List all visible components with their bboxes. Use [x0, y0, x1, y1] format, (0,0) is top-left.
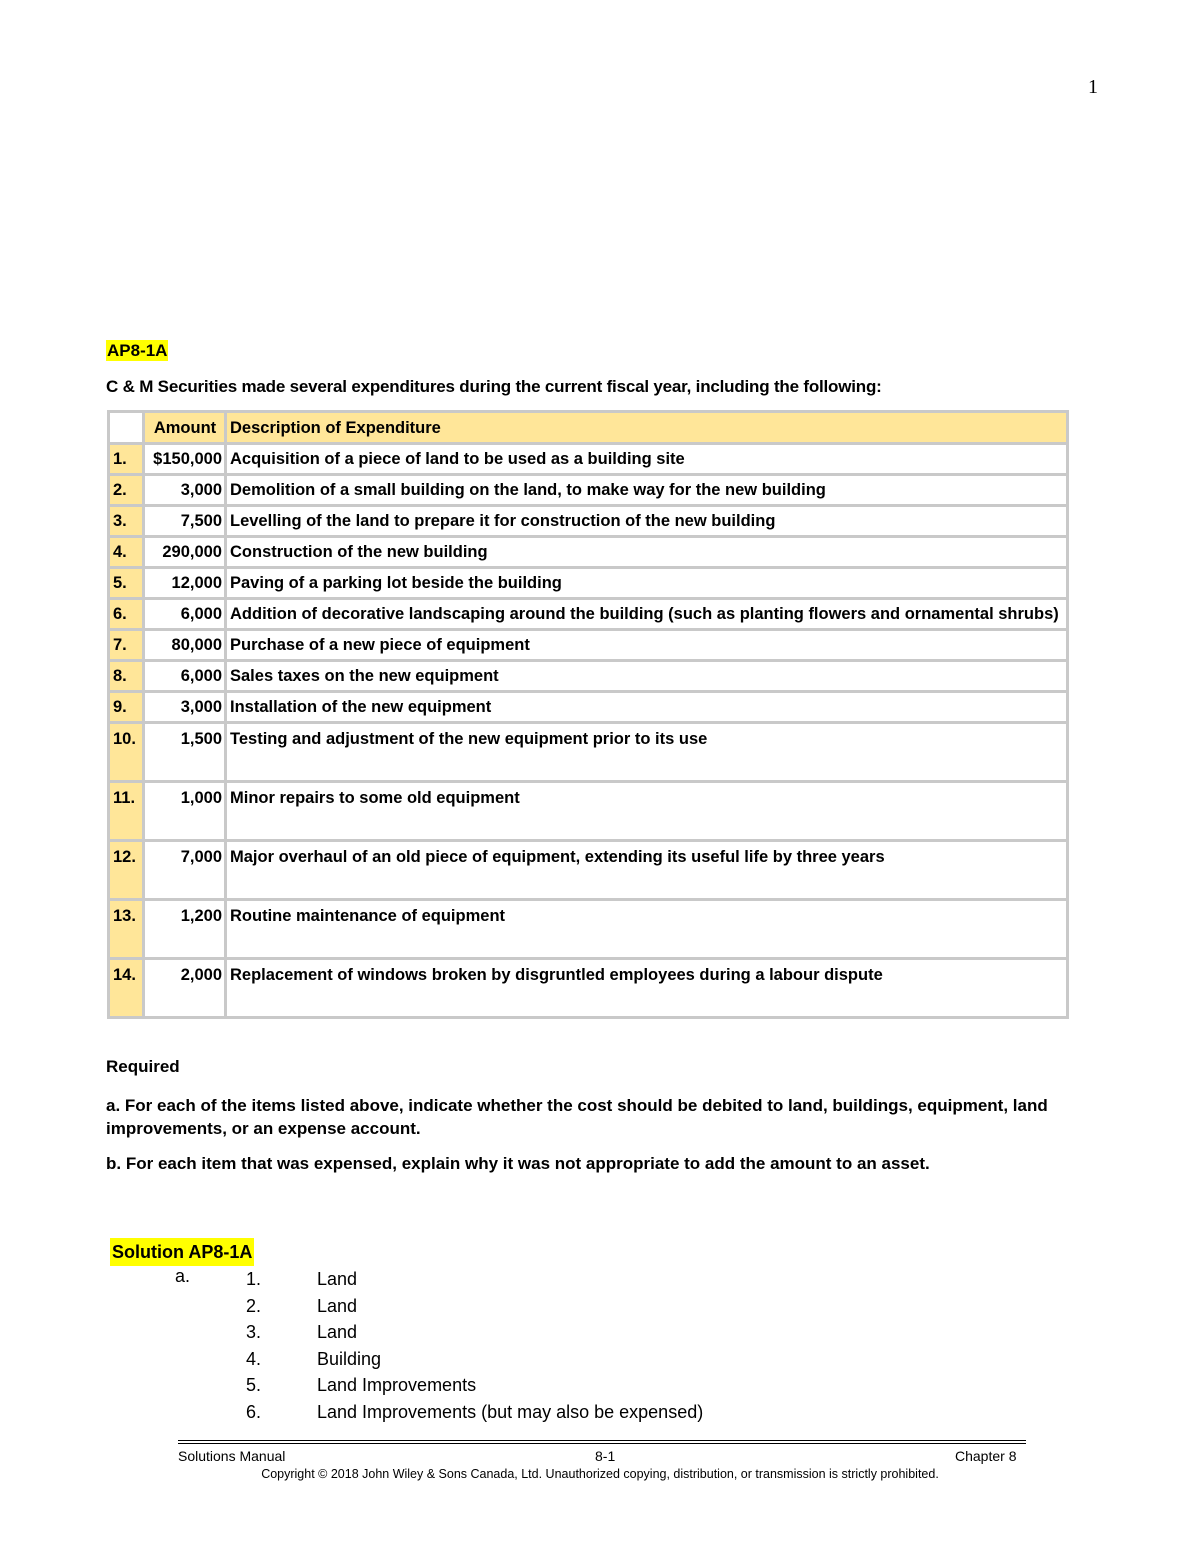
solution-item-number: 6. — [246, 1401, 262, 1422]
row-amount: 6,000 — [144, 599, 226, 630]
row-number: 10. — [109, 723, 144, 782]
row-number: 14. — [109, 959, 144, 1018]
solution-item-text: Land — [317, 1269, 358, 1289]
row-amount: 1,200 — [144, 900, 226, 959]
page-number: 1 — [1088, 76, 1098, 98]
row-description: Major overhaul of an old piece of equipment, extending its useful life by three years — [226, 841, 1068, 900]
solution-item-number: 3. — [246, 1322, 262, 1342]
row-description: Installation of the new equipment — [226, 692, 1068, 723]
row-amount: 7,500 — [144, 506, 226, 537]
solution-item-text: Land — [317, 1295, 358, 1316]
row-description: Construction of the new building — [226, 537, 1068, 568]
solution-item-text: Land Improvements (but may also be expensed) — [317, 1401, 704, 1422]
solution-title: Solution AP8-1A — [110, 1238, 254, 1266]
row-amount: 80,000 — [144, 630, 226, 661]
solution-item-number: 5. — [246, 1375, 262, 1395]
row-description: Routine maintenance of equipment — [226, 900, 1068, 959]
table-row — [109, 444, 1068, 475]
row-amount: $150,000 — [144, 444, 226, 475]
table-row — [109, 723, 1068, 782]
row-number: 12. — [109, 841, 144, 900]
table-row — [109, 661, 1068, 692]
table-row — [109, 630, 1068, 661]
problem-title: AP8-1A — [107, 341, 168, 360]
table-row — [109, 841, 1068, 900]
row-amount: 6,000 — [144, 661, 226, 692]
row-number: 1. — [109, 444, 144, 475]
row-description: Addition of decorative landscaping around the building (such as planting flowers and ornamental shrubs) — [226, 599, 1068, 630]
expenditure-table — [107, 410, 1069, 1019]
row-amount: 1,500 — [144, 723, 226, 782]
footer-rule — [178, 1440, 1026, 1441]
row-number: 6. — [109, 599, 144, 630]
row-description: Acquisition of a piece of land to be used as a building site — [226, 444, 1068, 475]
solution-item-text: Land Improvements — [317, 1375, 477, 1395]
table-row — [109, 599, 1068, 630]
row-amount: 3,000 — [144, 475, 226, 506]
copyright-notice: Copyright © 2018 John Wiley & Sons Canada, Ltd. Unauthorized copying, distribution, or transmission is strictly prohibited. — [261, 1467, 939, 1481]
footer-page-ref: 8-1 — [595, 1448, 616, 1464]
table-header-row — [109, 412, 1068, 444]
row-number: 8. — [109, 661, 144, 692]
row-number: 2. — [109, 475, 144, 506]
table-row — [109, 568, 1068, 599]
table-row — [109, 900, 1068, 959]
required-part-b: b. For each item that was expensed, explain why it was not appropriate to add the amount to an asset. — [106, 1154, 930, 1173]
solution-item-text: Land — [317, 1322, 358, 1342]
solution-item-text: Building — [317, 1348, 382, 1369]
footer-rule — [178, 1443, 1026, 1444]
row-number: 3. — [109, 506, 144, 537]
row-number: 9. — [109, 692, 144, 723]
footer-chapter: Chapter 8 — [955, 1448, 1017, 1464]
row-description: Testing and adjustment of the new equipment prior to its use — [226, 723, 1068, 782]
header-num — [109, 412, 144, 444]
row-number: 5. — [109, 568, 144, 599]
row-amount: 7,000 — [144, 841, 226, 900]
required-part-a: a. For each of the items listed above, indicate whether the cost should be debited to land, buildings, equipment, land improvements, or an expense account. — [106, 1096, 1048, 1138]
row-description: Levelling of the land to prepare it for construction of the new building — [226, 506, 1068, 537]
row-description: Paving of a parking lot beside the building — [226, 568, 1068, 599]
table-row — [109, 475, 1068, 506]
row-description: Replacement of windows broken by disgruntled employees during a labour dispute — [226, 959, 1068, 1018]
table-row — [109, 506, 1068, 537]
row-description: Demolition of a small building on the land, to make way for the new building — [226, 475, 1068, 506]
table-row — [109, 692, 1068, 723]
row-amount: 1,000 — [144, 782, 226, 841]
table-row — [109, 782, 1068, 841]
header-description: Description of Expenditure — [226, 412, 1068, 444]
table-row — [109, 959, 1068, 1018]
footer-left-text: Solutions Manual — [178, 1448, 286, 1464]
solution-item-number: 2. — [246, 1295, 262, 1316]
row-amount: 12,000 — [144, 568, 226, 599]
row-number: 4. — [109, 537, 144, 568]
row-number: 13. — [109, 900, 144, 959]
row-number: 7. — [109, 630, 144, 661]
problem-intro: C & M Securities made several expenditures during the current fiscal year, including the following: — [106, 377, 882, 396]
row-description: Minor repairs to some old equipment — [226, 782, 1068, 841]
row-amount: 290,000 — [144, 537, 226, 568]
row-description: Sales taxes on the new equipment — [226, 661, 1068, 692]
solution-item-number: 4. — [246, 1348, 262, 1369]
row-amount: 3,000 — [144, 692, 226, 723]
required-heading: Required — [106, 1057, 180, 1076]
table-row — [109, 537, 1068, 568]
row-amount: 2,000 — [144, 959, 226, 1018]
solution-part-label: a. — [175, 1266, 191, 1286]
row-number: 11. — [109, 782, 144, 841]
row-description: Purchase of a new piece of equipment — [226, 630, 1068, 661]
header-amount: Amount — [144, 412, 226, 444]
solution-item-number: 1. — [246, 1269, 262, 1289]
